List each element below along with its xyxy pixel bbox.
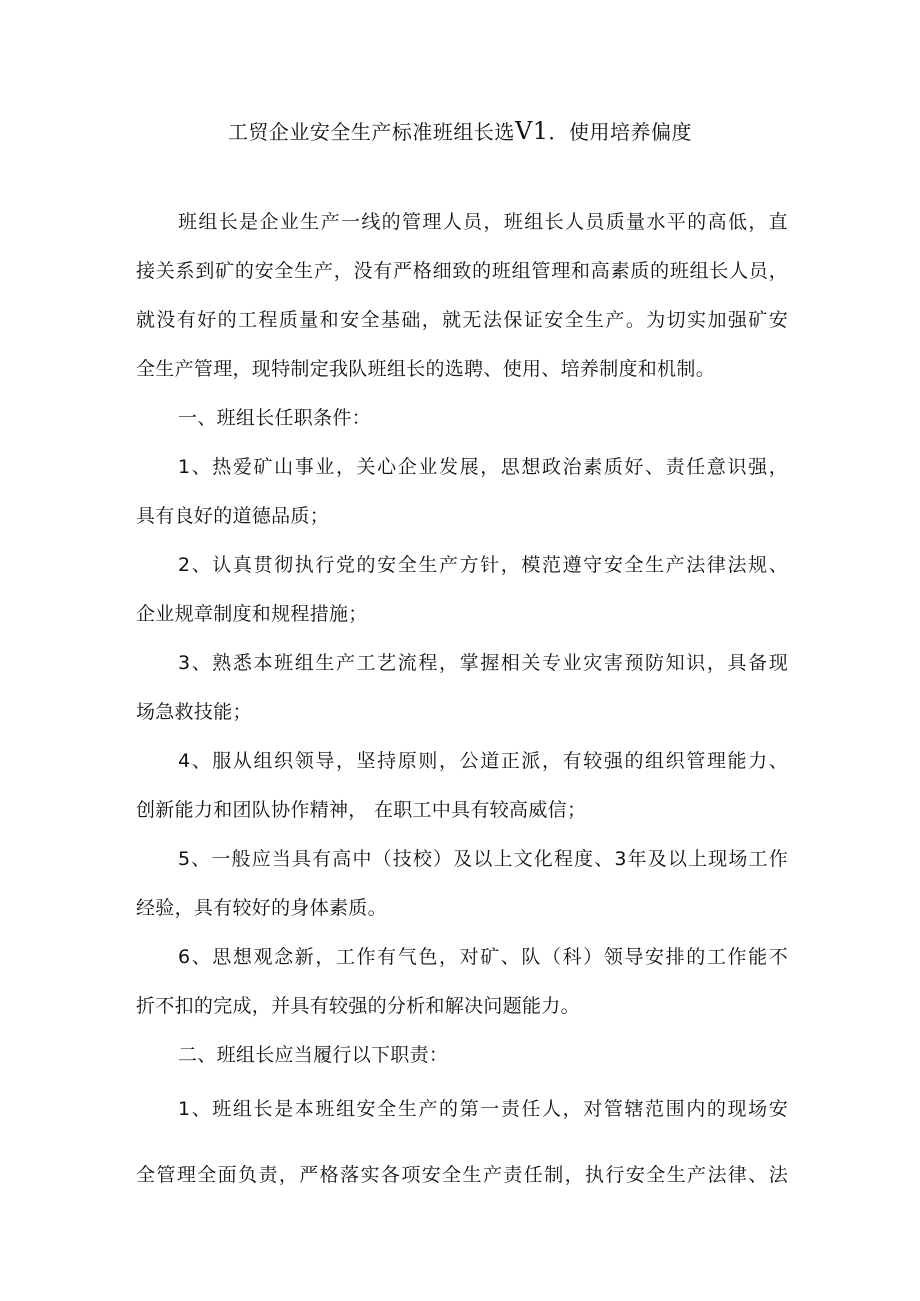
list-item-line: 1、班组长是本班组安全生产的第一责任人，对管辖范围内的现场安 <box>178 1098 788 1120</box>
section-heading: 二、班组长应当履行以下职责： <box>178 1044 449 1066</box>
paragraph-line: 接关系到矿的安全生产，没有严格细致的班组管理和高素质的班组长人员， <box>136 260 788 282</box>
document-title <box>0 114 920 149</box>
paragraph-line: 班组长是企业生产一线的管理人员，班组长人员质量水平的高低，直 <box>178 211 788 233</box>
list-item-line: 具有良好的道德品质； <box>136 505 330 527</box>
list-item-line: 折不扣的完成，并具有较强的分析和解决问题能力。 <box>136 995 580 1017</box>
list-item-line: 企业规章制度和规程措施； <box>136 603 368 625</box>
list-item-line: 全管理全面负责，严格落实各项安全生产责任制，执行安全生产法律、法 <box>136 1164 788 1186</box>
paragraph-line: 全生产管理，现特制定我队班组长的选聘、使用、培养制度和机制。 <box>136 358 716 380</box>
list-item-line: 4、服从组织领导，坚持原则，公道正派，有较强的组织管理能力、 <box>178 750 788 772</box>
list-item-line: 2、认真贯彻执行党的安全生产方针，模范遵守安全生产法律法规、 <box>178 554 788 576</box>
title-text-tail: ．使用培养偏度 <box>548 120 693 144</box>
list-item-line: 1、热爱矿山事业，关心企业发展，思想政治素质好、责任意识强， <box>178 456 788 478</box>
section-heading: 一、班组长任职条件： <box>178 407 372 429</box>
list-item-line: 创新能力和团队协作精神， 在职工中具有较高威信； <box>136 799 587 821</box>
paragraph-line: 就没有好的工程质量和安全基础，就无法保证安全生产。为切实加强矿安 <box>136 309 788 331</box>
list-item-line: 5、一般应当具有高中（技校）及以上文化程度、3年及以上现场工作 <box>178 848 788 870</box>
list-item-line: 经验，具有较好的身体素质。 <box>136 897 387 919</box>
title-version: V1 <box>514 117 549 145</box>
list-item-line: 3、熟悉本班组生产工艺流程，掌握相关专业灾害预防知识，具备现 <box>178 652 788 674</box>
list-item-line: 6、思想观念新，工作有气色，对矿、队（科）领导安排的工作能不 <box>178 946 788 968</box>
title-text-main: 工贸企业安全生产标准班组长选 <box>227 120 515 144</box>
list-item-line: 场急救技能； <box>136 701 252 723</box>
